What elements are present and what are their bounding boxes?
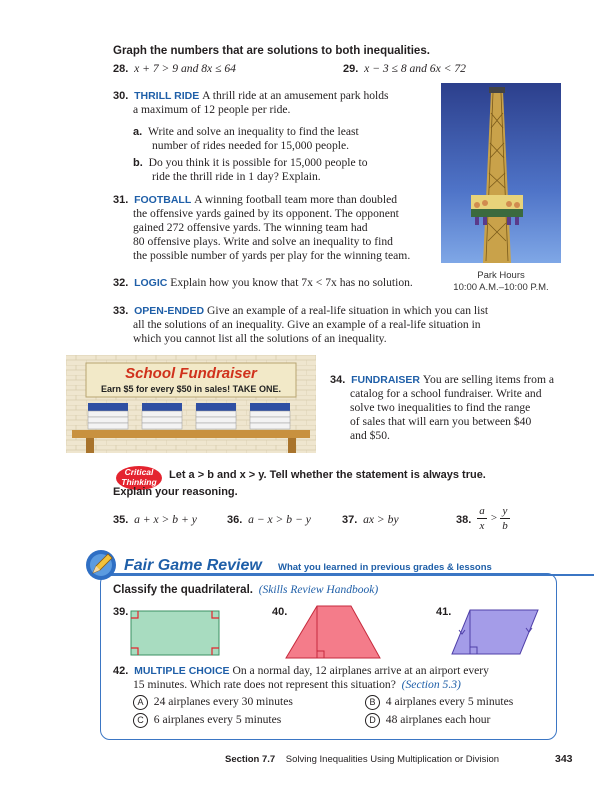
exercise-31 (113, 193, 443, 263)
footer-section: Section 7.7 (225, 754, 276, 765)
classify-instruction (113, 584, 378, 596)
exercise-35 (113, 513, 197, 527)
numerator: y (502, 505, 508, 517)
exercise-number: 29. (343, 63, 359, 75)
exercise-text: all the solutions of an inequality. Give an example of a real-life situation in (133, 318, 481, 331)
exercise-text: A winning football team more than doubled (194, 193, 398, 206)
exercise-keyword: FOOTBALL (134, 194, 192, 206)
exercise-text: 15 minutes. Which rate does not represent this situation? (133, 678, 396, 691)
exercise-30b (133, 156, 443, 184)
exercise-text: a maximum of 12 people per ride. (133, 103, 291, 116)
exercise-number: 32. (113, 277, 129, 289)
exercise-keyword: MULTIPLE CHOICE (134, 665, 230, 677)
exercise-text: of sales that will earn you between $40 (350, 415, 532, 428)
fair-game-title: Fair Game Review (124, 557, 262, 574)
exercise-text: which you cannot list all the solutions of an inequality. (133, 332, 387, 345)
critical-thinking-prompt-2: Explain your reasoning. (113, 486, 238, 498)
exercise-keyword: LOGIC (134, 277, 168, 289)
choice-text: 48 airplanes each hour (385, 713, 491, 726)
part-label: b. (133, 157, 143, 169)
exercise-number: 30. (113, 90, 129, 102)
exercise-text: x + 7 > 9 and 8x ≤ 64 (134, 62, 236, 75)
exercise-keyword: THRILL RIDE (134, 90, 200, 102)
exercise-number: 38. (456, 514, 472, 526)
skills-reference: (Skills Review Handbook) (258, 584, 379, 596)
critical-thinking-prompt: Let a > b and x > y. Tell whether the statement is always true. (169, 469, 486, 481)
fraction-inequality (477, 505, 517, 535)
exercise-number-39: 39. (113, 606, 129, 618)
exercise-text: a + x > b + y (134, 513, 197, 526)
exercise-32 (113, 276, 443, 290)
rectangle-figure (130, 610, 220, 656)
exercise-keyword: FUNDRAISER (351, 374, 420, 386)
exercise-text: 80 offensive plays. Write and solve an inequality to find (133, 235, 393, 248)
denominator: x (479, 520, 485, 532)
pencil-icon (84, 548, 118, 582)
instruction-heading: Graph the numbers that are solutions to both inequalities. (113, 45, 430, 57)
choice-a[interactable] (133, 695, 293, 710)
part-text: Do you think it is possible for 15,000 people to (148, 156, 368, 169)
exercise-text: the offensive yards gained by its opponent. The opponent (133, 207, 399, 220)
thrill-ride-photo (441, 83, 561, 263)
exercise-38 (456, 513, 471, 527)
exercise-36 (227, 513, 311, 527)
choice-bubble[interactable]: C (133, 713, 148, 728)
exercise-42 (113, 664, 553, 692)
numerator: a (479, 505, 485, 517)
exercise-text: the possible number of yards per play for the winning team. (133, 249, 411, 262)
operator: > (490, 512, 498, 524)
part-text: ride the thrill ride in 1 day? Explain. (152, 170, 321, 183)
choice-text: 6 airplanes every 5 minutes (153, 713, 282, 726)
exercise-30 (113, 89, 433, 117)
exercise-text: a − x > b − y (248, 513, 311, 526)
part-text: number of rides needed for 15,000 people. (152, 139, 350, 152)
exercise-33 (113, 304, 573, 346)
exercise-number: 42. (113, 665, 129, 677)
footer-title: Solving Inequalities Using Multiplication or Division (285, 754, 500, 765)
choice-c[interactable] (133, 713, 281, 728)
exercise-text: x − 3 ≤ 8 and 6x < 72 (364, 62, 466, 75)
exercise-34 (330, 373, 580, 443)
choice-bubble[interactable]: B (365, 695, 380, 710)
exercise-text: On a normal day, 12 airplanes arrive at an airport every (232, 664, 489, 677)
instruction-text: Classify the quadrilateral. (113, 584, 253, 596)
fundraiser-illustration (66, 355, 316, 453)
exercise-number-41: 41. (436, 606, 452, 618)
parallelogram-figure (450, 608, 540, 656)
exercise-text: catalog for a school fundraiser. Write and (350, 387, 542, 400)
exercise-text: You are selling items from a (422, 373, 555, 386)
badge-line: Critical (124, 467, 154, 477)
photo-caption (441, 270, 561, 294)
exercise-29 (343, 62, 466, 76)
choice-b[interactable] (365, 695, 513, 710)
exercise-37 (342, 513, 399, 527)
part-text: Write and solve an inequality to find the least (147, 125, 359, 138)
exercise-number: 31. (113, 194, 129, 206)
exercise-30a (133, 125, 443, 153)
exercise-number: 34. (330, 374, 346, 386)
fair-game-subtitle: What you learned in previous grades & lessons (278, 562, 492, 573)
trapezoid-figure (283, 604, 383, 660)
exercise-number: 28. (113, 63, 129, 75)
exercise-text: Give an example of a real-life situation in which you can list (207, 304, 489, 317)
exercise-keyword: OPEN-ENDED (134, 305, 205, 317)
choice-text: 4 airplanes every 5 minutes (385, 695, 514, 708)
caption-line: 10:00 A.M.–10:00 P.M. (453, 282, 549, 293)
exercise-number-40: 40. (272, 606, 288, 618)
exercise-28 (113, 62, 236, 76)
exercise-number: 37. (342, 514, 358, 526)
part-label: a. (133, 126, 143, 138)
exercise-number: 35. (113, 514, 129, 526)
caption-line: Park Hours (477, 270, 525, 281)
exercise-number: 36. (227, 514, 243, 526)
page-number: 343 (555, 753, 573, 765)
exercise-text: ax > by (363, 513, 399, 526)
page-footer (225, 754, 555, 765)
exercise-text: Explain how you know that 7x < 7x has no solution. (170, 276, 413, 289)
exercise-number: 33. (113, 305, 129, 317)
banner-subtitle: Earn $5 for every $50 in sales! TAKE ONE. (101, 384, 281, 394)
choice-bubble[interactable]: D (365, 713, 380, 728)
banner-title: School Fundraiser (125, 365, 257, 382)
exercise-text: A thrill ride at an amusement park holds (202, 89, 389, 102)
exercise-text: and $50. (350, 429, 390, 442)
choice-d[interactable] (365, 713, 490, 728)
exercise-text: gained 272 offensive yards. The winning team had (133, 221, 368, 234)
badge-line: Thinking (121, 477, 157, 487)
denominator: b (502, 520, 508, 532)
choice-bubble[interactable]: A (133, 695, 148, 710)
section-reference: (Section 5.3) (401, 678, 461, 691)
choice-text: 24 airplanes every 30 minutes (153, 695, 293, 708)
exercise-text: solve two inequalities to find the range (350, 401, 531, 414)
